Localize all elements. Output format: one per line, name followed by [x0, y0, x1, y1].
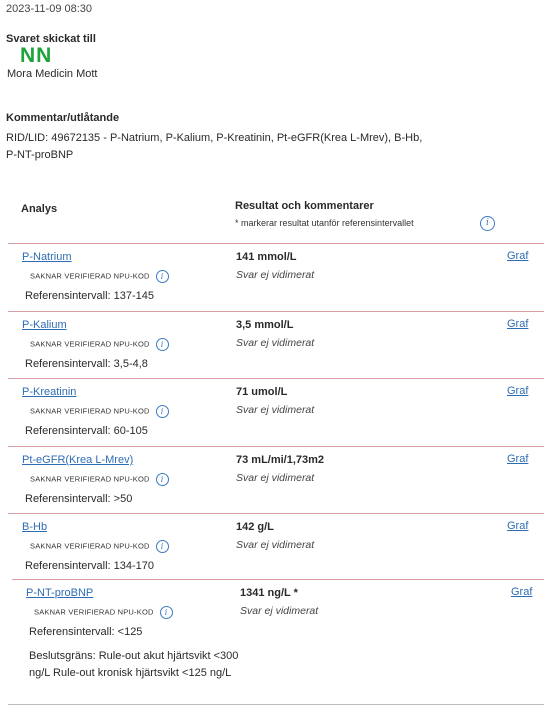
verification-status: Svar ej vidimerat [236, 404, 315, 416]
comment-heading: Kommentar/utlåtande [6, 112, 120, 124]
graph-link[interactable]: Graf [507, 385, 529, 397]
recipient-initials: NN [20, 44, 53, 67]
comment-text: RID/LID: 49672135 - P-Natrium, P-Kalium, P-Kreatinin, Pt-eGFR(Krea L-Mrev), B-Hb, P-NT-proBNP [6, 132, 423, 161]
info-icon[interactable]: i [156, 473, 169, 486]
reference-interval: Referensintervall: 3,5-4,8 [25, 358, 148, 370]
npu-code-warning [30, 405, 169, 418]
table-row [8, 243, 544, 312]
npu-code-warning [30, 338, 169, 351]
verification-status: Svar ej vidimerat [236, 539, 315, 551]
info-icon[interactable]: i [160, 606, 173, 619]
column-header-result: Resultat och kommentarer [235, 200, 374, 212]
recipient-unit: Mora Medicin Mott [7, 68, 98, 80]
table-row [8, 513, 544, 580]
result-legend-note: * markerar resultat utanför referensintervallet [235, 218, 414, 228]
report-timestamp: 2023-11-09 08:30 [6, 3, 93, 15]
npu-code-warning [30, 473, 169, 486]
graph-link[interactable]: Graf [507, 250, 529, 262]
result-value: 142 g/L [236, 521, 274, 533]
npu-label: SAKNAR VERIFIERAD NPU-KOD [30, 541, 150, 551]
graph-link[interactable]: Graf [507, 453, 529, 465]
result-value: 1341 ng/L * [240, 587, 298, 599]
reference-interval: Referensintervall: 60-105 [25, 425, 148, 437]
analysis-link[interactable]: P-Kalium [22, 319, 67, 331]
reference-interval: Referensintervall: 134-170 [25, 560, 155, 572]
table-row [8, 446, 544, 515]
info-icon[interactable]: i [156, 540, 169, 553]
graph-link[interactable]: Graf [507, 318, 529, 330]
decision-limit-note: Beslutsgräns: Rule-out akut hjärtsvikt <300 ng/L Rule-out kronisk hjärtsvikt <125 ng/L [29, 650, 239, 679]
analysis-link[interactable]: P-Natrium [22, 251, 72, 263]
reference-interval: Referensintervall: <125 [29, 626, 143, 638]
npu-code-warning [30, 540, 169, 553]
result-value: 141 mmol/L [236, 251, 297, 263]
table-row [8, 311, 544, 380]
npu-code-warning [34, 606, 173, 619]
npu-label: SAKNAR VERIFIERAD NPU-KOD [30, 339, 150, 349]
verification-status: Svar ej vidimerat [236, 337, 315, 349]
result-value: 73 mL/mi/1,73m2 [236, 454, 325, 466]
npu-code-warning [30, 270, 169, 283]
analysis-link[interactable]: Pt-eGFR(Krea L-Mrev) [22, 454, 134, 466]
npu-label: SAKNAR VERIFIERAD NPU-KOD [34, 607, 154, 617]
sent-to-label: Svaret skickat till [6, 33, 96, 45]
graph-link[interactable]: Graf [511, 586, 533, 598]
verification-status: Svar ej vidimerat [236, 472, 315, 484]
verification-status: Svar ej vidimerat [236, 269, 315, 281]
analysis-link[interactable]: P-Kreatinin [22, 386, 77, 398]
table-bottom-divider [8, 704, 544, 705]
info-icon[interactable]: i [156, 338, 169, 351]
npu-label: SAKNAR VERIFIERAD NPU-KOD [30, 271, 150, 281]
result-value: 3,5 mmol/L [236, 319, 294, 331]
npu-label: SAKNAR VERIFIERAD NPU-KOD [30, 474, 150, 484]
npu-label: SAKNAR VERIFIERAD NPU-KOD [30, 406, 150, 416]
result-value: 71 umol/L [236, 386, 288, 398]
reference-interval: Referensintervall: 137-145 [25, 290, 155, 302]
info-icon[interactable]: i [480, 216, 495, 231]
verification-status: Svar ej vidimerat [240, 605, 319, 617]
analysis-link[interactable]: P-NT-proBNP [26, 587, 94, 599]
info-icon[interactable]: i [156, 270, 169, 283]
column-header-analysis: Analys [21, 203, 58, 215]
graph-link[interactable]: Graf [507, 520, 529, 532]
analysis-link[interactable]: B-Hb [22, 521, 48, 533]
table-row [8, 378, 544, 447]
table-row [12, 579, 544, 704]
info-icon[interactable]: i [156, 405, 169, 418]
reference-interval: Referensintervall: >50 [25, 493, 133, 505]
